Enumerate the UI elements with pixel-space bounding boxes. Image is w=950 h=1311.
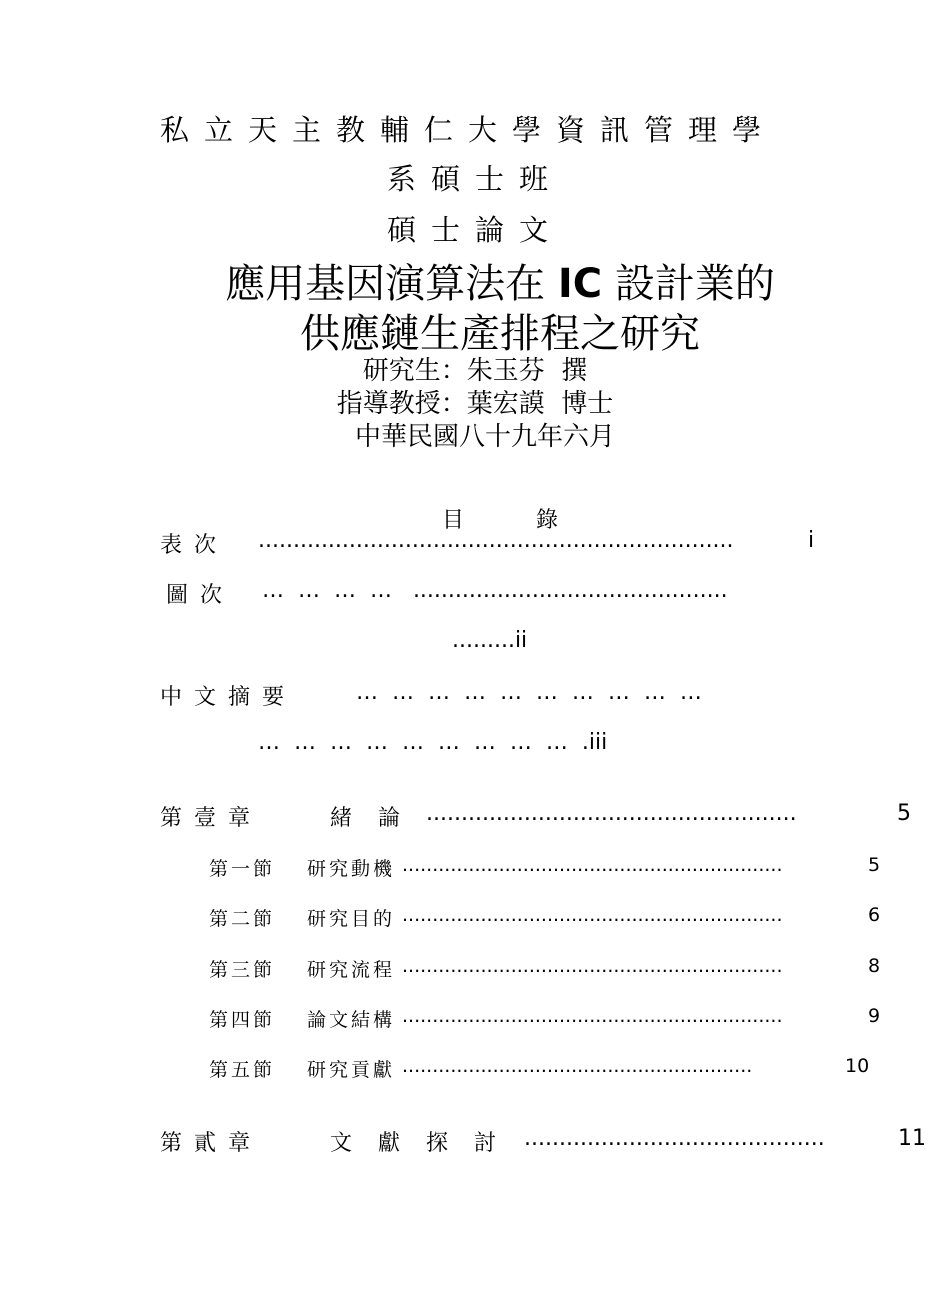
toc-section-title: 論文結構 xyxy=(307,1009,396,1031)
toc-section-title: 研究貢獻 xyxy=(307,1059,396,1081)
toc-heading-left: 目 xyxy=(442,508,465,533)
department-name: 系碩士班 xyxy=(386,162,563,196)
toc-section-number: 第一節 xyxy=(209,858,276,880)
toc-section-page: 5 xyxy=(868,854,881,876)
toc-abstract-label: 中文摘要 xyxy=(160,685,297,710)
toc-chapter1-page: 5 xyxy=(897,801,911,826)
toc-section-title: 研究流程 xyxy=(307,959,396,981)
toc-section-leader: ............................................................... xyxy=(402,955,783,977)
toc-section-number: 第五節 xyxy=(209,1059,276,1081)
thesis-title-line1 xyxy=(0,252,950,309)
title-line1-pre: 應用基因演算法在 xyxy=(225,261,558,307)
toc-chapter1-leader: ..................................................... xyxy=(426,801,797,826)
university-name: 私立天主教輔仁大學資訊管理學 xyxy=(160,113,777,147)
toc-abstract-leader: … … … … … … … … … … xyxy=(356,680,702,705)
toc-section-leader: ............................................................... xyxy=(402,854,783,876)
toc-figures-page: .........ii xyxy=(452,628,528,653)
toc-section-number: 第三節 xyxy=(209,959,276,981)
thesis-title-line2: 供應鏈生產排程之研究 xyxy=(300,311,700,357)
toc-section-number: 第二節 xyxy=(209,908,276,930)
toc-chapter1-number: 第壹章 xyxy=(160,806,263,831)
toc-heading xyxy=(428,478,558,534)
toc-section-title: 研究動機 xyxy=(307,858,396,880)
author-line: 研究生：朱玉芬 撰 xyxy=(362,356,588,386)
toc-section-page: 8 xyxy=(868,955,881,977)
toc-chapter2-page: 11 xyxy=(898,1126,926,1151)
toc-chapter1-title: 緒論 xyxy=(330,806,427,831)
toc-abstract-page: … … … … … … … … … .iii xyxy=(258,730,608,755)
date-line: 中華民國八十九年六月 xyxy=(354,422,615,452)
title-line1-post: 設計業的 xyxy=(602,261,775,307)
toc-figures-leader: … … … … ............................................. xyxy=(262,578,728,603)
toc-section-number: 第四節 xyxy=(209,1009,276,1031)
toc-section-page: 6 xyxy=(868,904,881,926)
toc-tables-page: i xyxy=(808,528,815,553)
toc-section-leader: ............................................................... xyxy=(402,904,783,926)
toc-section-leader: .......................................................... xyxy=(402,1055,753,1077)
title-line1-bold: IC xyxy=(557,261,603,307)
toc-tables-leader: .................................................................... xyxy=(258,528,734,553)
toc-section-title: 研究目的 xyxy=(307,908,396,930)
toc-section-page: 9 xyxy=(868,1005,881,1027)
toc-chapter2-leader: ........................................... xyxy=(524,1126,825,1151)
thesis-type: 碩士論文 xyxy=(386,213,563,247)
toc-chapter2-number: 第貳章 xyxy=(160,1131,263,1156)
toc-chapter2-title: 文獻探討 xyxy=(330,1131,523,1156)
toc-section-page: 10 xyxy=(845,1055,870,1077)
toc-section-leader: ............................................................... xyxy=(402,1005,783,1027)
advisor-line: 指導教授：葉宏謨 博士 xyxy=(336,389,614,419)
toc-heading-right: 錄 xyxy=(536,508,559,533)
toc-figures-label: 圖次 xyxy=(166,583,235,608)
toc-tables-label: 表次 xyxy=(160,533,229,558)
